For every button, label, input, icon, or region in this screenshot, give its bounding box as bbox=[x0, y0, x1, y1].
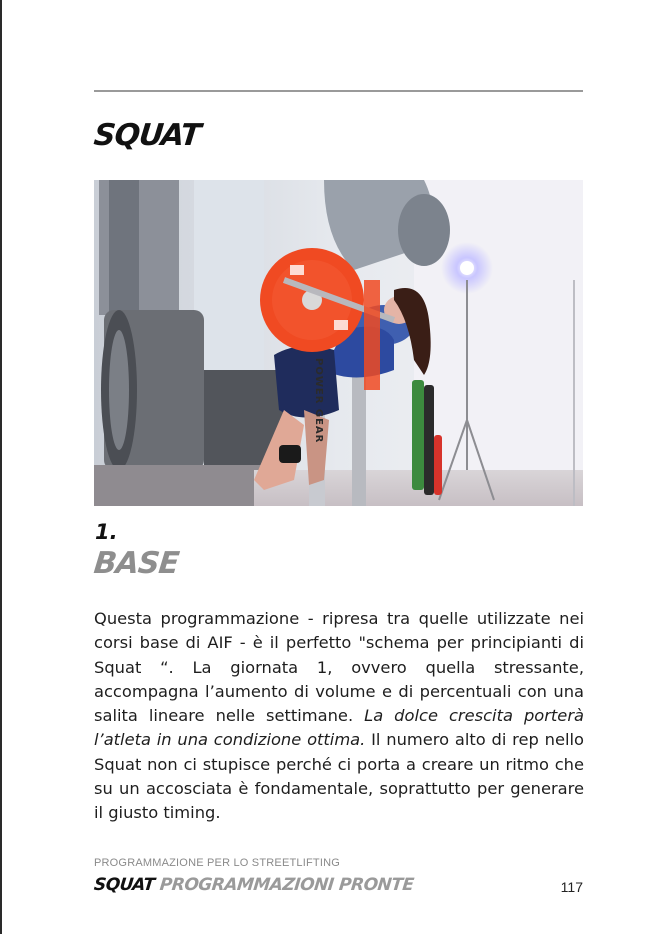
footer-title bbox=[93, 875, 415, 895]
squat-photo bbox=[94, 180, 583, 506]
page-edge bbox=[0, 0, 2, 934]
rack-brand-text: POWER GEAR bbox=[313, 358, 324, 444]
footer-title-light: PROGRAMMAZIONI PRONTE bbox=[158, 875, 415, 895]
body-text-part1: Questa programmazione - ripresa tra quelle utilizzate nei corsi base di AIF - è il perfetto "schema per principianti di Squat “. La giornata 1, ovvero quella stressante, accompagna l’aumento di volume e di percentuali con una salita lineare nelle settimane. bbox=[94, 609, 584, 726]
top-divider bbox=[94, 90, 583, 92]
body-text-part2: Il numero alto di rep nello Squat non ci stupisce perché ci porta a creare un ritmo che su un accosciata è fondamentale, soprattutto per generare il giusto timing. bbox=[94, 730, 584, 823]
section-title: BASE bbox=[92, 546, 181, 581]
page-title: SQUAT bbox=[92, 118, 202, 153]
body-paragraph bbox=[94, 607, 584, 826]
footer-subtitle: PROGRAMMAZIONE PER LO STREETLIFTING bbox=[94, 857, 340, 869]
page-number: 117 bbox=[560, 879, 583, 895]
footer-title-dark: SQUAT bbox=[92, 875, 156, 895]
body-text-italic: La dolce crescita porterà l’atleta in una condizione ottima. bbox=[94, 706, 584, 750]
section-number: 1. bbox=[95, 520, 118, 544]
